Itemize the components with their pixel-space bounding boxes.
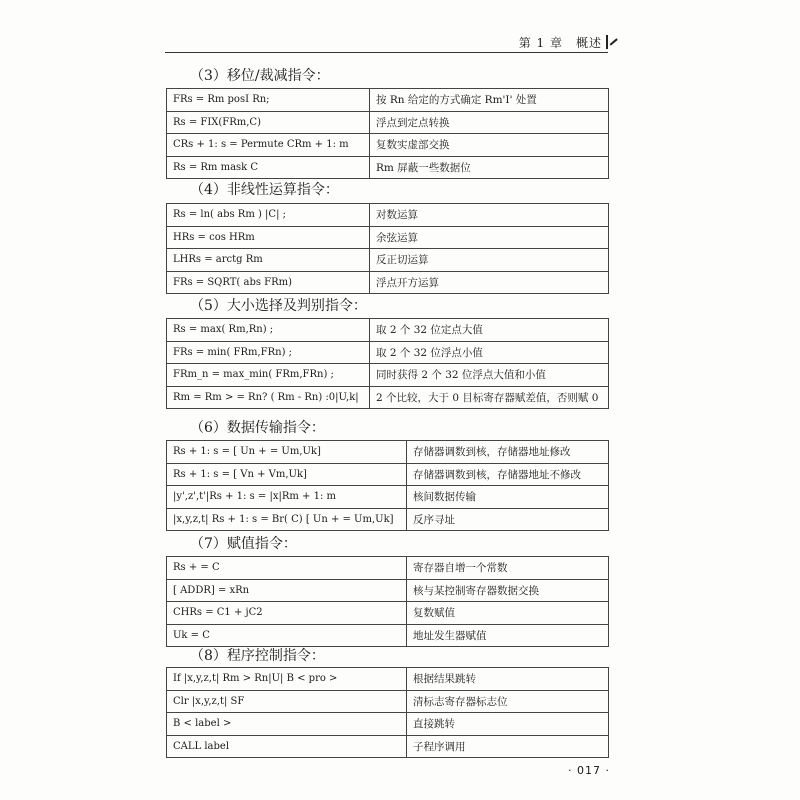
instruction-description: 子程序调用 (407, 735, 609, 758)
instruction-syntax: Uk = C (167, 624, 407, 647)
table-row (167, 668, 609, 691)
instruction-description: 反序寻址 (407, 508, 609, 531)
table-row (167, 386, 609, 409)
table-row (167, 602, 609, 625)
instruction-syntax: Rs + = C (167, 557, 407, 580)
table-row (167, 364, 609, 387)
instruction-syntax: Rs = Rm mask C (167, 156, 370, 179)
table-row (167, 463, 609, 486)
instruction-syntax: FRs = SQRT( abs FRm) (167, 271, 370, 294)
instruction-syntax: Rs = ln( abs Rm ) |C| ; (167, 204, 370, 227)
section-title: （3）移位/裁减指令： (190, 68, 330, 84)
instruction-table (166, 667, 609, 758)
instruction-description: 地址发生器赋值 (407, 624, 609, 647)
table-row (167, 111, 609, 134)
instruction-syntax: FRs = min( FRm,FRn) ; (167, 341, 370, 364)
instruction-description: 反正切运算 (370, 249, 609, 272)
instruction-syntax: |x,y,z,t| Rs + 1: s = Br( C) [ Un + = Um,Uk] (167, 508, 407, 531)
section-title: （5）大小选择及判别指令： (190, 298, 367, 314)
section-title: （4）非线性运算指令： (190, 182, 339, 198)
instruction-description: 取 2 个 32 位定点大值 (370, 319, 609, 342)
instruction-syntax: FRs = Rm posI Rn; (167, 89, 370, 112)
table-row (167, 89, 609, 112)
table-row (167, 204, 609, 227)
instruction-syntax: Rm = Rm > = Rn? ( Rm - Rn) :0|U,k| (167, 386, 370, 409)
instruction-description: Rm 屏蔽一些数据位 (370, 156, 609, 179)
instruction-description: 复数实虚部交换 (370, 134, 609, 157)
table-row (167, 690, 609, 713)
table-row (167, 271, 609, 294)
instruction-description: 浮点到定点转换 (370, 111, 609, 134)
table-row (167, 735, 609, 758)
instruction-description: 核间数据传输 (407, 486, 609, 509)
instruction-table (166, 88, 609, 179)
instruction-description: 寄存器自增一个常数 (407, 557, 609, 580)
table-row (167, 226, 609, 249)
instruction-description: 核与某控制寄存器数据交换 (407, 579, 609, 602)
instruction-description: 根据结果跳转 (407, 668, 609, 691)
table-row (167, 486, 609, 509)
instruction-description: 按 Rn 给定的方式确定 Rm'I' 处置 (370, 89, 609, 112)
instruction-syntax: Rs = max( Rm,Rn) ; (167, 319, 370, 342)
instruction-description: 浮点开方运算 (370, 271, 609, 294)
instruction-description: 存储器调数到核，存储器地址修改 (407, 441, 609, 464)
table-row (167, 319, 609, 342)
instruction-syntax: CRs + 1: s = Permute CRm + 1: m (167, 134, 370, 157)
table-row (167, 557, 609, 580)
table-row (167, 441, 609, 464)
table-row (167, 624, 609, 647)
chapter-title: 第 1 章 概述 (518, 35, 602, 50)
running-header (520, 34, 608, 50)
instruction-syntax: Rs + 1: s = [ Un + = Um,Uk] (167, 441, 407, 464)
instruction-table (166, 203, 609, 294)
instruction-description: 存储器调数到核，存储器地址不修改 (407, 463, 609, 486)
instruction-syntax: If |x,y,z,t| Rm > Rn|U| B < pro > (167, 668, 407, 691)
section-title: （6）数据传输指令： (190, 420, 325, 436)
table-row (167, 713, 609, 736)
instruction-table (166, 318, 609, 409)
section-title: （7）赋值指令： (190, 536, 297, 552)
table-row (167, 249, 609, 272)
table-row (167, 134, 609, 157)
table-row (167, 156, 609, 179)
instruction-syntax: |y',z',t'|Rs + 1: s = |x|Rm + 1: m (167, 486, 407, 509)
instruction-description: 取 2 个 32 位浮点小值 (370, 341, 609, 364)
instruction-syntax: HRs = cos HRm (167, 226, 370, 249)
instruction-syntax: CHRs = C1 + jC2 (167, 602, 407, 625)
instruction-table (166, 556, 609, 647)
instruction-syntax: CALL label (167, 735, 407, 758)
section-title: （8）程序控制指令： (190, 648, 325, 664)
chapter-logo-icon (606, 35, 608, 49)
instruction-description: 2 个比较，大于 0 目标寄存器赋差值，否则赋 0 (370, 386, 609, 409)
instruction-syntax: B < label > (167, 713, 407, 736)
table-row (167, 341, 609, 364)
instruction-syntax: FRm_n = max_min( FRm,FRn) ; (167, 364, 370, 387)
instruction-syntax: LHRs = arctg Rm (167, 249, 370, 272)
instruction-syntax: Rs + 1: s = [ Vn + Vm,Uk] (167, 463, 407, 486)
page-number: · 017 · (568, 764, 610, 777)
instruction-syntax: [ ADDR] = xRn (167, 579, 407, 602)
instruction-description: 对数运算 (370, 204, 609, 227)
instruction-description: 直接跳转 (407, 713, 609, 736)
header-rule (165, 52, 608, 53)
instruction-description: 余弦运算 (370, 226, 609, 249)
table-row (167, 508, 609, 531)
instruction-table (166, 440, 609, 531)
instruction-description: 同时获得 2 个 32 位浮点大值和小值 (370, 364, 609, 387)
instruction-syntax: Rs = FIX(FRm,C) (167, 111, 370, 134)
instruction-description: 复数赋值 (407, 602, 609, 625)
instruction-syntax: Clr |x,y,z,t| SF (167, 690, 407, 713)
table-row (167, 579, 609, 602)
instruction-description: 清标志寄存器标志位 (407, 690, 609, 713)
